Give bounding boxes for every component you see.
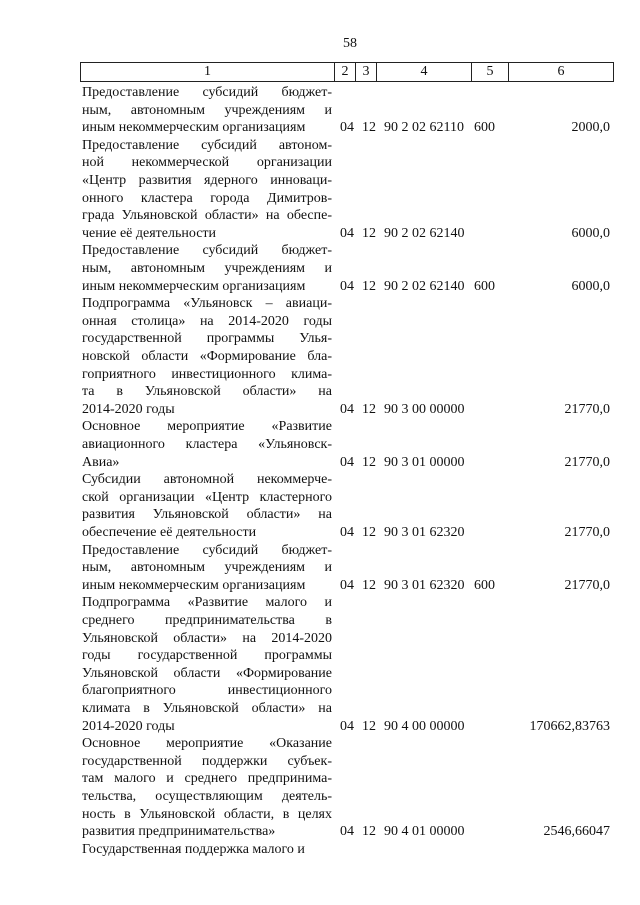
- header-col-1: 1: [81, 63, 335, 82]
- description-line: гоприятного инвестиционного клима-: [82, 366, 332, 382]
- col-target-item: 90 3 01 62320: [384, 524, 465, 540]
- description-line: Предоставление субсидий бюджет-: [82, 85, 332, 100]
- col-target-item: 90 4 00 00000: [384, 718, 465, 734]
- row-description: [82, 295, 332, 418]
- col-subsection: 12: [362, 225, 376, 241]
- description-line: Субсидии автономной некоммерче-: [82, 472, 332, 488]
- description-line: Авиа»: [82, 454, 120, 470]
- row-description: [82, 841, 332, 859]
- description-line: климата в Ульяновской области» на: [82, 700, 332, 716]
- col-amount: 2546,66047: [543, 824, 610, 840]
- col-amount: 170662,83763: [529, 718, 610, 734]
- table-row: [82, 735, 610, 841]
- description-line: Подпрограмма «Развитие малого и: [82, 595, 332, 611]
- col-subsection: 12: [362, 401, 376, 417]
- col-amount: 21770,0: [564, 454, 610, 470]
- col-subsection: 12: [362, 524, 376, 540]
- col-section: 04: [340, 225, 354, 241]
- description-line: иным некоммерческим организациям: [82, 278, 306, 294]
- description-line: онная столица» на 2014-2020 годы: [82, 313, 332, 329]
- table-row: [82, 841, 610, 859]
- description-line: там малого и среднего предпринима-: [82, 771, 332, 787]
- description-line: Основное мероприятие «Развитие: [82, 419, 332, 435]
- description-line: чение её деятельности: [82, 225, 217, 241]
- col-section: 04: [340, 577, 354, 593]
- col-subsection: 12: [362, 824, 376, 840]
- col-amount: 6000,0: [571, 278, 610, 294]
- description-line: обеспечение её деятельности: [82, 524, 257, 540]
- description-line: града Ульяновской области» на обеспе-: [82, 208, 332, 224]
- description-line: ным, автономным учреждениям и: [82, 560, 332, 576]
- col-subsection: 12: [362, 120, 376, 136]
- col-expense-type: 600: [474, 120, 495, 136]
- header-col-6: 6: [509, 63, 614, 82]
- col-expense-type: 600: [474, 577, 495, 593]
- description-line: тельства, осуществляющим деятель-: [82, 788, 332, 804]
- page-number: 58: [343, 36, 357, 51]
- row-description: [82, 137, 332, 243]
- description-line: благоприятного инвестиционного: [82, 683, 332, 699]
- description-line: 2014-2020 годы: [82, 401, 175, 417]
- col-target-item: 90 3 01 62320: [384, 577, 465, 593]
- description-line: государственной программы Улья-: [82, 331, 332, 347]
- description-line: годы государственной программы: [82, 648, 332, 664]
- description-line: ным, автономным учреждениям и: [82, 260, 332, 276]
- table-row: [82, 242, 610, 295]
- col-subsection: 12: [362, 718, 376, 734]
- col-subsection: 12: [362, 577, 376, 593]
- col-section: 04: [340, 454, 354, 470]
- description-line: «Центр развития ядерного инноваци-: [82, 172, 332, 188]
- description-line: Государственная поддержка малого и: [82, 841, 305, 857]
- row-description: [82, 242, 332, 295]
- description-line: среднего предпринимательства в: [82, 612, 332, 628]
- table-row: [82, 471, 610, 541]
- col-section: 04: [340, 401, 354, 417]
- col-expense-type: 600: [474, 278, 495, 294]
- description-line: ным, автономным учреждениям и: [82, 102, 332, 118]
- description-line: онного кластера города Димитров-: [82, 190, 332, 206]
- description-line: государственной поддержки субъек-: [82, 753, 332, 769]
- table-row: [82, 594, 610, 735]
- description-line: иным некоммерческим организациям: [82, 577, 306, 593]
- col-section: 04: [340, 524, 354, 540]
- col-amount: 6000,0: [571, 225, 610, 241]
- description-line: Предоставление субсидий автоном-: [82, 137, 332, 153]
- description-line: Предоставление субсидий бюджет-: [82, 243, 332, 259]
- row-description: [82, 735, 332, 841]
- description-line: та в Ульяновской области» на: [82, 384, 332, 400]
- description-line: ность в Ульяновской области, в целях: [82, 806, 332, 822]
- description-line: Ульяновской области «Формирование: [82, 665, 332, 681]
- row-description: [82, 418, 332, 471]
- description-line: Предоставление субсидий бюджет-: [82, 542, 332, 558]
- col-target-item: 90 3 00 00000: [384, 401, 465, 417]
- col-amount: 21770,0: [564, 524, 610, 540]
- table-row: [82, 84, 610, 137]
- col-section: 04: [340, 120, 354, 136]
- col-target-item: 90 2 02 62140: [384, 225, 465, 241]
- description-line: Ульяновской области» на 2014-2020: [82, 630, 332, 646]
- table-row: [82, 418, 610, 471]
- description-line: Основное мероприятие «Оказание: [82, 736, 332, 752]
- description-line: Подпрограмма «Ульяновск – авиаци-: [82, 296, 332, 312]
- header-col-2: 2: [335, 63, 356, 82]
- col-subsection: 12: [362, 454, 376, 470]
- col-section: 04: [340, 718, 354, 734]
- row-description: [82, 542, 332, 595]
- table-row: [82, 295, 610, 418]
- description-line: новской области «Формирование бла-: [82, 348, 332, 364]
- description-line: развития предпринимательства»: [82, 824, 276, 840]
- col-target-item: 90 3 01 00000: [384, 454, 465, 470]
- col-target-item: 90 4 01 00000: [384, 824, 465, 840]
- col-amount: 2000,0: [571, 120, 610, 136]
- description-line: 2014-2020 годы: [82, 718, 175, 734]
- col-target-item: 90 2 02 62110: [384, 120, 464, 136]
- col-target-item: 90 2 02 62140: [384, 278, 465, 294]
- col-subsection: 12: [362, 278, 376, 294]
- col-section: 04: [340, 824, 354, 840]
- col-amount: 21770,0: [564, 577, 610, 593]
- table-row: [82, 137, 610, 243]
- header-col-5: 5: [472, 63, 509, 82]
- description-line: развития Ульяновской области» на: [82, 507, 332, 523]
- col-section: 04: [340, 278, 354, 294]
- description-line: авиационного кластера «Ульяновск-: [82, 436, 332, 452]
- col-amount: 21770,0: [564, 401, 610, 417]
- row-description: [82, 594, 332, 735]
- table-header: [80, 62, 614, 82]
- description-line: ской организации «Центр кластерного: [82, 489, 332, 505]
- table-row: [82, 542, 610, 595]
- header-col-4: 4: [377, 63, 472, 82]
- description-line: ной некоммерческой организации: [82, 155, 332, 171]
- row-description: [82, 84, 332, 137]
- row-description: [82, 471, 332, 541]
- description-line: иным некоммерческим организациям: [82, 120, 306, 136]
- header-col-3: 3: [356, 63, 377, 82]
